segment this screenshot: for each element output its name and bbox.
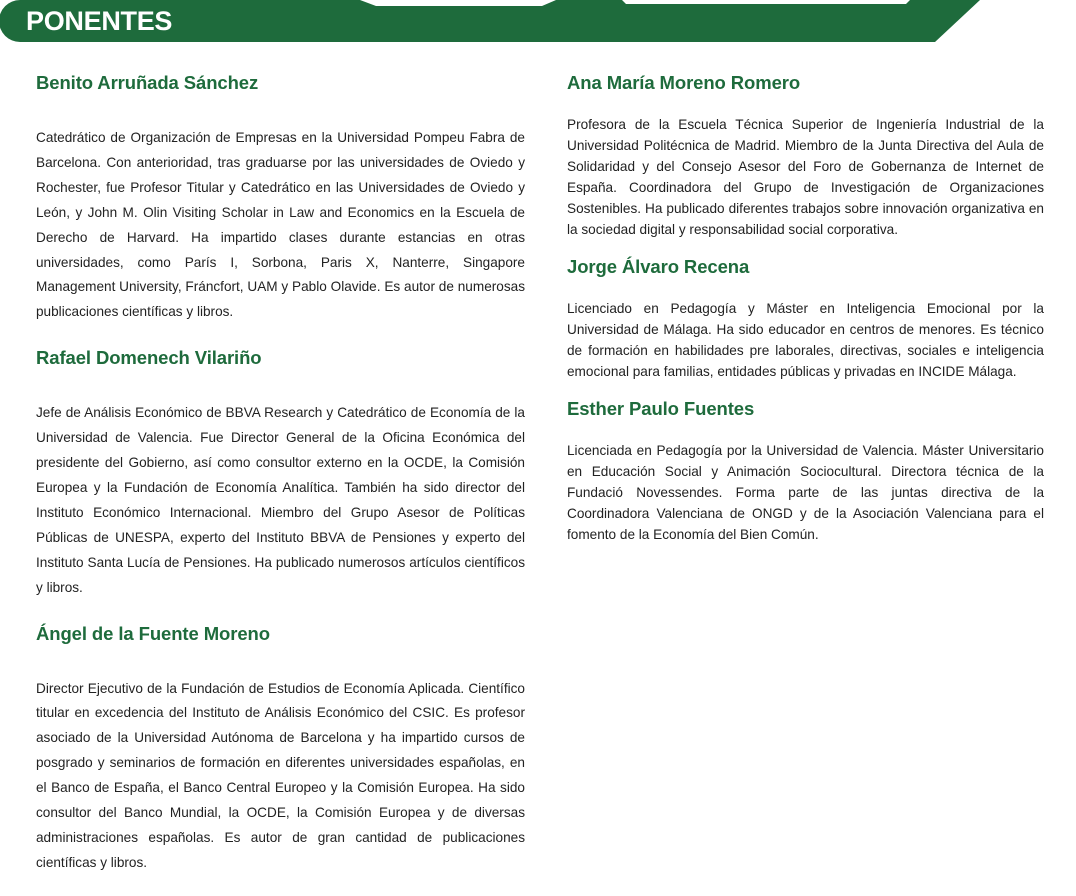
speaker-bio: Catedrático de Organización de Empresas en la Universidad Pompeu Fabra de Barcelona. Con anterioridad, tras graduarse por las universidades de Oviedo y Rochester, fue Profesor Titular y Catedrático en las Universidades de Oviedo y León, y John M. Olin Visiting Scholar in Law and Economics en la Escuela de Derecho de Harvard. Ha impartido clases durante estancias en otras universidades, como París I, Sorbona, Paris X, Nanterre, Singapore Management University, Fráncfort, UAM y Pablo Olavide. Es autor de numerosas publicaciones científicas y libros. [36, 130, 525, 320]
speaker-bio: Licenciado en Pedagogía y Máster en Inteligencia Emocional por la Universidad de Málaga. Ha sido educador en centros de menores. Es técnico de formación en habilidades pre laborales, directivas, sociales e inteligencia emocional para familias, entidades públicas y privadas en INCIDE Málaga. [567, 301, 1044, 379]
header-banner [0, 0, 1076, 44]
speaker-entry [567, 396, 1044, 545]
speaker-entry [567, 254, 1044, 382]
speaker-name: Esther Paulo Fuentes [567, 398, 755, 419]
speaker-name: Rafael Domenech Vilariño [36, 347, 262, 369]
page-title: PONENTES [26, 6, 173, 36]
speaker-bio: Profesora de la Escuela Técnica Superior de Ingeniería Industrial de la Universidad Politécnica de Madrid. Miembro de la Junta Directiva del Aula de Solidaridad y del Consejo Asesor del Foro de Gobernanza de Internet de España. Coordinadora del Grupo de Investigación de Organizaciones Sostenibles. Ha publicado diferentes trabajos sobre innovación organizativa en la sociedad digital y responsabilidad social corporativa. [567, 117, 1044, 237]
speaker-entry [567, 70, 1044, 240]
speaker-entry [36, 70, 525, 325]
speaker-entry [36, 345, 525, 600]
speaker-bio: Licenciada en Pedagogía por la Universidad de Valencia. Máster Universitario en Educación Social y Animación Sociocultural. Directora técnica de la Fundació Novessendes. Forma parte de las juntas directiva de la Coordinadora Valenciana de ONGD y de la Asociación Valenciana para el fomento de la Economía del Bien Común. [567, 443, 1044, 542]
speaker-bio: Director Ejecutivo de la Fundación de Estudios de Economía Aplicada. Científico titular en excedencia del Instituto de Análisis Económico del CSIC. Es profesor asociado de la Universidad Autónoma de Barcelona y ha impartido cursos de posgrado y seminarios de formación en diferentes universidades españolas, en el Banco de España, el Banco Central Europeo y la Comisión Europea. Ha sido consultor del Banco Mundial, la OCDE, la Comisión Europea y de diversas administraciones españolas. Es autor de gran cantidad de publicaciones científicas y libros. [36, 680, 525, 870]
speakers-right-column [567, 70, 1044, 559]
speaker-name: Benito Arruñada Sánchez [36, 72, 259, 93]
speaker-name: Jorge Álvaro Recena [567, 256, 750, 277]
speaker-name: Ana María Moreno Romero [567, 72, 801, 93]
speakers-left-column [36, 70, 525, 896]
speaker-name: Ángel de la Fuente Moreno [36, 622, 270, 644]
speaker-entry [36, 621, 525, 876]
speaker-bio: Jefe de Análisis Económico de BBVA Research y Catedrático de Economía de la Universidad de Valencia. Fue Director General de la Oficina Económica del presidente del Gobierno, así como consultor externo en la OCDE, la Comisión Europea y la Fundación de Economía Analítica. También ha sido director del Instituto Económico Internacional. Miembro del Grupo Asesor de Políticas Públicas de UNESPA, experto del Instituto BBVA de Pensiones y experto del Instituto Santa Lucía de Pensiones. Ha publicado numerosos artículos científicos y libros. [36, 405, 525, 595]
